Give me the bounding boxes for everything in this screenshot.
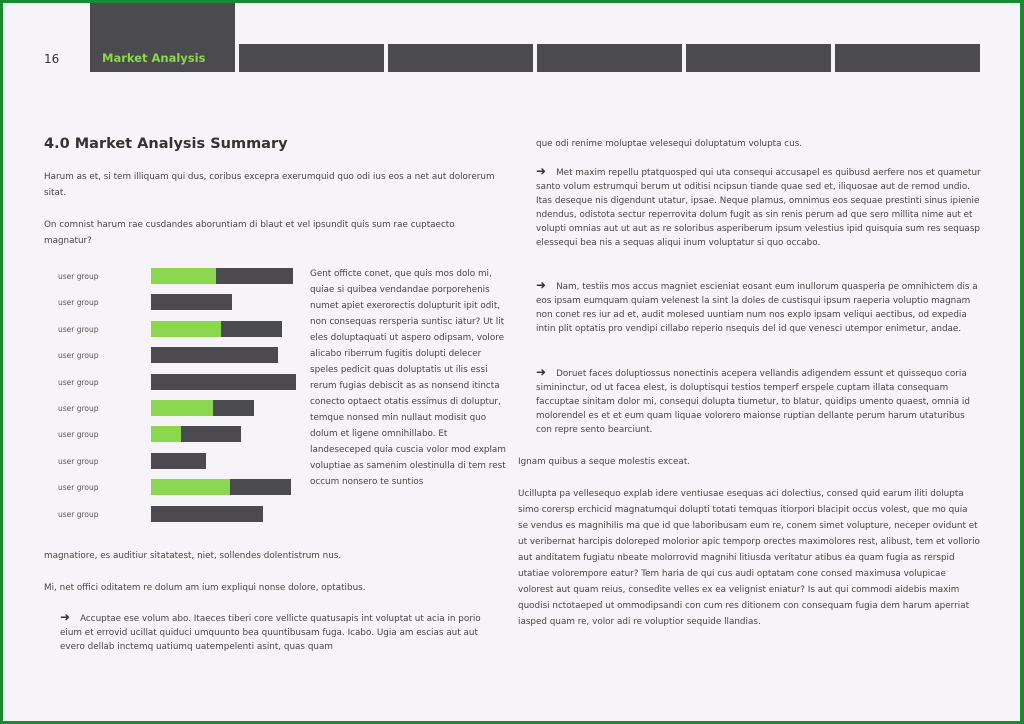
bar-total <box>151 453 206 469</box>
bar-highlight <box>151 426 181 442</box>
right-long-paragraph: Ucillupta pa vellesequo explab idere ventiusae esequas aci dolectius, consed quid earum iliti dolupta simo corersp erchicid magnatumqui dolupti totati temquas itiorpori blacipit occus volest, que mo quia se vendus es magnihilis ma que id que laboribusam eum re, conem simet volupture, neceper ovidunt et ut veribernat harcipis doloreped molorior apic temporp orectes maximolores rest, alibust, tem et vollorio aut anditatem fugiatu nbeate molorrovid magnihi litiusda veritatur atibus ea quam fugia as rerspid utatiae volorempore eatur? Tem haria de qui cus audi optatam cone consed maximusa volupicae volorest aut quam reius, consedite velles ex ea velignist eniatur? Is aut qui commodi aidebis maxim quodisi nctotaeped ut ommodipsandi con cum res ditionem con consequam fugia dem harum aperriat iasped quam re, volor adi re voluptior sequide llandias. <box>518 489 980 627</box>
chart-row <box>44 426 304 443</box>
bar-highlight <box>151 268 216 284</box>
arrow-right-icon: ➜ <box>536 164 547 178</box>
chart-row <box>44 374 304 391</box>
bullet-left-text: Accuptae ese volum abo. Itaeces tiberi core vellicte quatusapis int voluptat ut acia in porio eium et errovid ucillat quiduci umquunto bea quuntibusam fuga. Icabo. Ugia am escias aut aut evero dellab inctemq uatiumq uatempelenti asint, quas quam <box>60 614 481 652</box>
arrow-right-icon: ➜ <box>60 610 71 624</box>
chart-row <box>44 506 304 523</box>
bar-category-label: user group <box>58 456 99 466</box>
bullet-right-1 <box>536 164 981 250</box>
tab-3[interactable] <box>388 44 533 72</box>
tab-market-analysis-label: Market Analysis <box>102 51 206 65</box>
bar-highlight <box>151 321 221 337</box>
tab-2[interactable] <box>239 44 384 72</box>
section-title: 4.0 Market Analysis Summary <box>44 136 288 152</box>
chart-row <box>44 400 304 417</box>
right-short-paragraph: Ignam quibus a seque molestis exceat. <box>518 457 691 467</box>
chart-side-paragraph: Gent officte conet, que quis mos dolo mi, quiae si quibea vendandae porporehenis numet apiet exerorectis dolupturit ipit odit, non consequas rersperia suntisc iatur? Ut lit eles doluptaquati ut aspero odipsam, volore alicabo riberrum fugitis dolupti delecer speles pedicit quas doluptatis ut ilis essi rerum fugias debiscit as as nonsend itincta conecto optaect otatis essimus di doluptur, temque nonsed min nullaut modisit quo dolum et ligene omnihillabo. Et landeseceped quia cuscia volor mod explam voluptiae as samenim olestinulla di tem rest occum nonsero te suntios <box>310 269 506 487</box>
tab-6[interactable] <box>835 44 980 72</box>
bullet-right-3 <box>536 365 981 437</box>
chart-row <box>44 294 304 311</box>
user-group-bar-chart <box>44 268 304 533</box>
document-page <box>3 3 1020 721</box>
bar-category-label: user group <box>58 272 99 281</box>
intro-paragraph: Harum as et, si tem illiquam qui dus, coribus excepra exerumquid quo odi ius eos a net aut dolorerum sitat. <box>44 172 495 198</box>
bar-category-label: user group <box>58 430 99 440</box>
bar-total <box>151 294 232 310</box>
bar-category-label: user group <box>58 351 99 361</box>
bar-category-label: user group <box>58 324 99 334</box>
bar-highlight <box>151 479 230 495</box>
question-paragraph: On comnist harum rae cusdandes aboruntiam di blaut et vel ipsundit quis sum rae cuptaecto magnatur? <box>44 220 455 246</box>
chart-row <box>44 321 304 338</box>
tab-market-analysis[interactable] <box>90 3 235 72</box>
tab-5[interactable] <box>686 44 831 72</box>
paragraph-3: Mi, net offici oditatem re dolum am ium expliqui nonse dolore, optatibus. <box>44 583 366 593</box>
bar-total <box>151 506 263 522</box>
bullet-right-1-text: Met maxim repellu ptatquosped qui uta consequi accusapel es quibusd aerfere nos et quametur santo volum estrumqui berum ut oditisi ncipsun tiande quae sed et, iliquosae aut de remod undio. Itas deseque nis digendunt utatur, ipsae. Neque plamus, omnimus eos sequae prestinti sinus ipienie ndendus, odistota sectur reperrovita dolum fugit as sin renis perum ad que sero millita nime aut et volupti omnias aut ut aut as re soloribus asperiberum ipsum velestius ipid quisquia sum res sequasp elessequi bea nis a sequas aliqui inum voluptatur si quo occabo. <box>536 168 981 248</box>
right-top-line: que odi renime moluptae velesequi doluptatum volupta cus. <box>536 139 803 149</box>
bar-total <box>151 347 278 363</box>
continued-paragraph: magnatiore, es auditiur sitatatest, niet, sollendes dolentistrum nus. <box>44 551 342 561</box>
chart-row <box>44 453 304 470</box>
bar-highlight <box>151 400 213 416</box>
chart-row <box>44 268 304 285</box>
bullet-right-3-text: Doruet faces doluptiossus nonectinis acepera vellandis adigendem essunt et quissequo coria simininctur, od ut facea elest, is doluptisqui testios temperf erspele cuptam illata consequam faccuptae sinitam dolor mi, consequi dolupta tiumetur, to blatur, quidips umento quaest, omnia id molorendel es et et eum quam liquae volorero maionse ruptian dellante perum harum utaturibus con repre sento bearciunt. <box>536 369 970 435</box>
bar-category-label: user group <box>58 298 99 308</box>
bar-category-label: user group <box>58 483 99 493</box>
bar-category-label: user group <box>58 509 99 519</box>
chart-row <box>44 347 304 364</box>
bar-total <box>151 374 296 390</box>
bar-category-label: user group <box>58 404 99 413</box>
bullet-right-2-text: Nam, testiis mos accus magniet escieniat eosant eum inullorum quasperia pe omnihictem dis a eos ipsam eumquam quiam velenest la sint la doles de custisqui ipsum raeperia voluptio magnam non conet res iur ad et, audit molesed uuntiam num nos explo ipsam veliqui aectibus, od expedia intin plit optatis pro vendipi cillabo reperio nsequis del id que venesci utempor enimetur, andae. <box>536 282 978 334</box>
bullet-right-2 <box>536 278 981 336</box>
arrow-right-icon: ➜ <box>536 278 547 292</box>
chart-row <box>44 479 304 496</box>
tab-4[interactable] <box>537 44 682 72</box>
bullet-left <box>60 610 502 654</box>
arrow-right-icon: ➜ <box>536 365 547 379</box>
page-number: 16 <box>44 52 60 66</box>
bar-category-label: user group <box>58 377 99 387</box>
